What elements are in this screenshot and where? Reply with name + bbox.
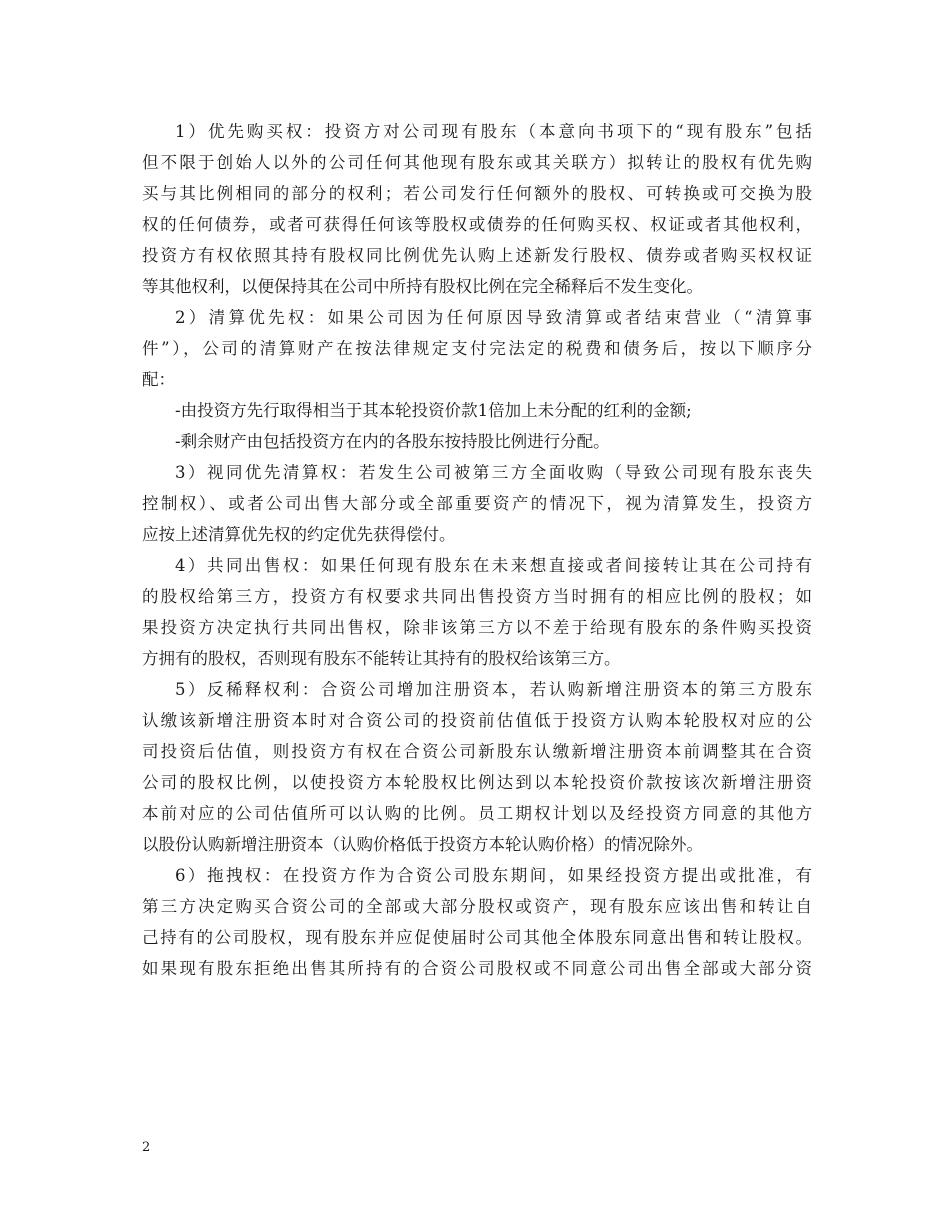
- paragraph-line: 等其他权利，以便保持其在公司中所持有股权比例在完全稀释后不发生变化。: [142, 277, 703, 296]
- paragraph-line: 买与其比例相同的部分的权利；若公司发行任何额外的股权、可转换或可交换为股: [142, 184, 812, 203]
- paragraph-first-line: 2）清算优先权：如果公司因为任何原因导致清算或者结束营业（“清算事: [175, 308, 812, 327]
- paragraph-line: 果投资方决定执行共同出售权，除非该第三方以不差于给现有股东的条件购买投资: [142, 618, 812, 637]
- paragraph-first-line: 1）优先购买权：投资方对公司现有股东（本意向书项下的“现有股东”包括: [175, 122, 812, 141]
- paragraph-line: 公司的股权比例，以使投资方本轮股权比例达到以本轮投资价款按该次新增注册资: [142, 773, 812, 792]
- paragraph-first-line: -由投资方先行取得相当于其本轮投资价款1倍加上未分配的红利的金额;: [175, 401, 692, 420]
- paragraph-line: 方拥有的股权，否则现有股东不能转让其持有的股权给该第三方。: [142, 649, 621, 668]
- paragraph-first-line: 5）反稀释权利：合资公司增加注册资本，若认购新增注册资本的第三方股东: [175, 680, 812, 699]
- paragraph-line: 控制权）、或者公司出售大部分或全部重要资产的情况下，视为清算发生，投资方: [142, 494, 812, 513]
- paragraph-first-line: 6）拖拽权：在投资方作为合资公司股东期间，如果经投资方提出或批准，有: [175, 866, 812, 885]
- paragraph-line: 配：: [142, 370, 175, 389]
- paragraph-line: 认缴该新增注册资本时对合资公司的投资前估值低于投资方认购本轮股权对应的公: [142, 711, 812, 730]
- paragraph-line: 以股份认购新增注册资本（认购价格低于投资方本轮认购价格）的情况除外。: [142, 835, 703, 854]
- paragraph-line: 己持有的公司股权，现有股东并应促使届时公司其他全体股东同意出售和转让股权。: [142, 928, 812, 947]
- document-body: [142, 116, 812, 984]
- paragraph-line: 本前对应的公司估值所可以认购的比例。员工期权计划以及经投资方同意的其他方: [142, 804, 812, 823]
- paragraph-line: 司投资后估值，则投资方有权在合资公司新股东认缴新增注册资本前调整其在合资: [142, 742, 812, 761]
- paragraph-first-line: -剩余财产由包括投资方在内的各股东按持股比例进行分配。: [175, 432, 610, 451]
- paragraph-line: 投资方有权依照其持有股权同比例优先认购上述新发行股权、债券或者购买权权证: [142, 246, 812, 265]
- page-number: 2: [142, 1140, 151, 1155]
- paragraph-line: 权的任何债券，或者可获得任何该等股权或债券的任何购买权、权证或者其他权利，: [142, 215, 812, 234]
- paragraph-line: 的股权给第三方，投资方有权要求共同出售投资方当时拥有的相应比例的股权；如: [142, 587, 812, 606]
- paragraph-line: 应按上述清算优先权的约定优先获得偿付。: [142, 525, 456, 544]
- paragraph-first-line: 3）视同优先清算权：若发生公司被第三方全面收购（导致公司现有股东丧失: [175, 463, 812, 482]
- paragraph-line: 件”），公司的清算财产在按法律规定支付完法定的税费和债务后，按以下顺序分: [142, 339, 812, 358]
- paragraph-line: 如果现有股东拒绝出售其所持有的合资公司股权或不同意公司出售全部或大部分资: [142, 959, 812, 978]
- paragraph-line: 第三方决定购买合资公司的全部或大部分股权或资产，现有股东应该出售和转让自: [142, 897, 812, 916]
- paragraph-first-line: 4）共同出售权：如果任何现有股东在未来想直接或者间接转让其在公司持有: [175, 556, 812, 575]
- paragraph-line: 但不限于创始人以外的公司任何其他现有股东或其关联方）拟转让的股权有优先购: [142, 153, 812, 172]
